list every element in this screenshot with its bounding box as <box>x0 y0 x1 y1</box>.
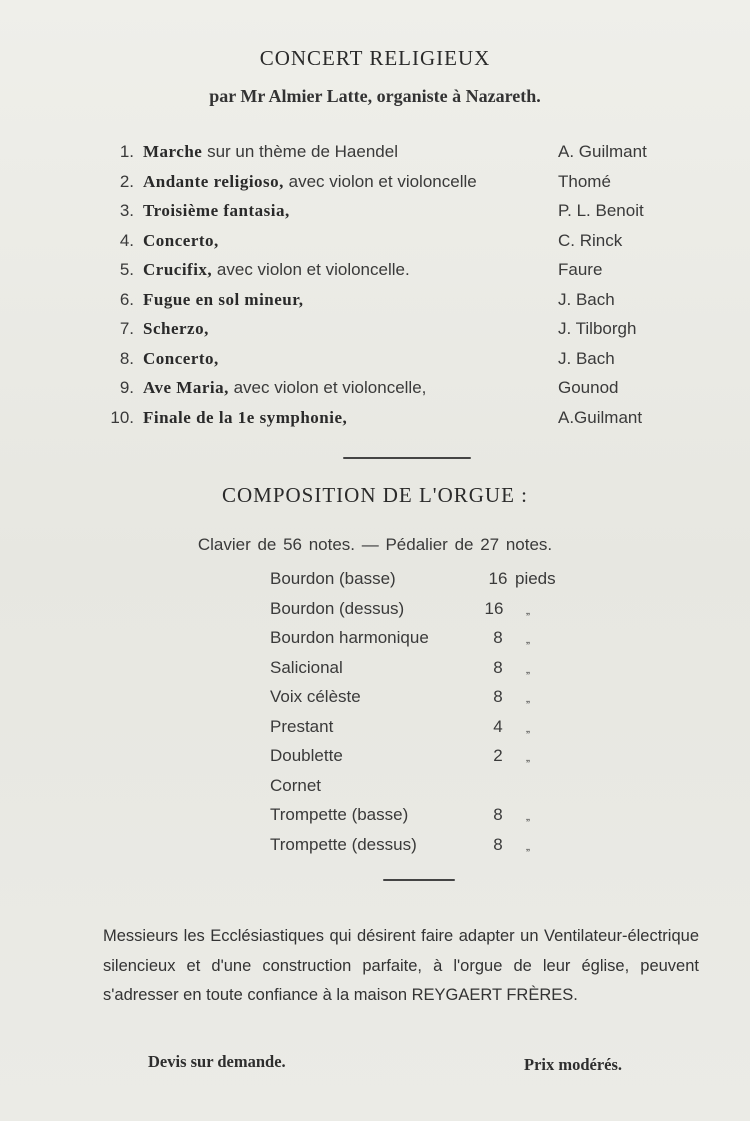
program-item-composer: J. Bach <box>558 348 615 368</box>
program-item-composer: P. L. Benoit <box>558 201 644 220</box>
program-item-detail: avec violon et violoncelle, <box>228 378 427 397</box>
program-item <box>0 290 750 318</box>
organ-keyboard-info: Clavier de 56 notes. — Pédalier de 27 notes. <box>197 535 553 554</box>
organ-stop-unit: pieds <box>515 569 556 588</box>
organ-stop-name: Trompette (dessus) <box>270 834 417 854</box>
program-item-title: Troisième fantasia, <box>143 201 290 220</box>
program-item-work <box>143 349 219 369</box>
program-item-detail: avec violon et violoncelle <box>283 171 477 191</box>
program-item-composer: J. Tilborgh <box>558 319 637 338</box>
organ-stop-unit: „ <box>526 720 530 735</box>
program-item-title: Scherzo, <box>143 319 209 338</box>
organ-stop-unit: „ <box>526 691 530 705</box>
organ-stop <box>0 717 750 745</box>
program-item <box>0 142 750 170</box>
organ-stop <box>0 776 750 804</box>
divider-rule <box>343 457 471 459</box>
program-item-number: 3. <box>119 201 134 220</box>
organ-stop <box>0 746 750 774</box>
program-item-title: Concerto, <box>143 348 219 368</box>
program-item <box>0 408 750 436</box>
organ-stop-unit: „ <box>526 809 530 823</box>
program-item-number: 8. <box>119 348 134 368</box>
organ-stop <box>0 835 750 863</box>
organ-stop <box>0 599 750 627</box>
organ-stop-name: Salicional <box>270 657 343 677</box>
program-item-work <box>143 378 426 398</box>
program-item-title: Crucifix, <box>143 260 213 279</box>
organ-section-title: COMPOSITION DE L'ORGUE : <box>221 483 529 507</box>
program-item-work <box>143 142 398 162</box>
organ-stop-name: Cornet <box>270 775 322 795</box>
program-item-composer: J. Bach <box>558 289 615 309</box>
organ-stop-name: Prestant <box>270 716 334 736</box>
organ-stop <box>0 628 750 656</box>
organ-stop-name: Voix célèste <box>270 687 361 706</box>
organ-stop-size: 16 <box>484 598 504 618</box>
program-item-number: 5. <box>119 260 134 279</box>
organ-stop-unit: „ <box>526 632 530 646</box>
organ-stop-size: 16 <box>488 569 508 588</box>
footer-price-note: Prix modérés. <box>524 1055 623 1074</box>
organ-stop-name: Bourdon (dessus) <box>270 598 405 618</box>
organ-stop-unit: „ <box>526 838 530 853</box>
organ-stop <box>0 805 750 833</box>
program-item <box>0 172 750 200</box>
program-item-title: Fugue en sol mineur, <box>143 289 304 309</box>
program-item-work <box>143 290 304 310</box>
organ-stop <box>0 569 750 597</box>
program-item-work <box>143 408 347 428</box>
program-item-work <box>143 260 410 280</box>
program-item <box>0 260 750 288</box>
organ-stop-size: 8 <box>493 805 503 824</box>
organ-stop-size: 8 <box>493 834 503 854</box>
organ-stop-unit: „ <box>526 661 530 676</box>
organ-stop-name: Bourdon (basse) <box>270 569 396 588</box>
program-item-number: 9. <box>119 378 134 397</box>
notice-paragraph: Messieurs les Ecclésiastiques qui désirent faire adapter un Ventilateur-électrique silencieux et d'une construction parfaite, à l'orgue de leur église, peuvent s'adresser en toute confiance à la maison REYGAERT FRÈRES. <box>103 927 699 1004</box>
organ-stop-size: 8 <box>493 657 503 677</box>
organ-stop <box>0 687 750 715</box>
organ-stop <box>0 658 750 686</box>
organ-stop-size: 8 <box>493 687 503 706</box>
program-item <box>0 201 750 229</box>
program-item-title: Concerto, <box>143 230 219 250</box>
organ-stop-name: Doublette <box>270 746 343 765</box>
program-item-number: 7. <box>119 319 134 338</box>
program-item-number: 1. <box>119 142 134 161</box>
program-item-title: Marche <box>143 142 203 161</box>
program-item-detail: sur un thème de Haendel <box>202 142 398 161</box>
footer-quote-note: Devis sur demande. <box>148 1052 286 1071</box>
divider-rule <box>383 879 455 881</box>
program-item-work <box>143 172 477 192</box>
organ-stop-name: Bourdon harmonique <box>270 628 429 647</box>
program-item-work <box>143 201 290 221</box>
program-item-detail: avec violon et violoncelle. <box>212 260 410 279</box>
organ-stop-size: 4 <box>493 716 503 736</box>
program-item-composer: C. Rinck <box>558 230 623 250</box>
program-item-title: Ave Maria, <box>143 378 229 397</box>
page-title: CONCERT RELIGIEUX <box>259 46 491 70</box>
program-item <box>0 378 750 406</box>
program-item-composer: Faure <box>558 260 603 279</box>
program-item <box>0 349 750 377</box>
program-item-number: 6. <box>119 289 134 309</box>
program-item-composer: A. Guilmant <box>558 142 647 161</box>
organ-stop-size: 8 <box>493 628 503 647</box>
program-item <box>0 319 750 347</box>
program-item-title: Finale de la 1e symphonie, <box>143 407 348 427</box>
program-item-number: 2. <box>119 171 134 191</box>
program-item <box>0 231 750 259</box>
program-item-title: Andante religioso, <box>143 171 284 191</box>
program-item-composer: Thomé <box>558 171 611 191</box>
organ-stop-name: Trompette (basse) <box>270 805 409 824</box>
program-item-work <box>143 319 209 339</box>
page-subtitle: par Mr Almier Latte, organiste à Nazareth. <box>209 86 541 106</box>
organ-stop-unit: „ <box>526 750 530 764</box>
organ-stop-size: 2 <box>493 746 503 765</box>
program-item-composer: Gounod <box>558 378 619 397</box>
program-item-composer: A.Guilmant <box>558 407 643 427</box>
program-item-number: 10. <box>110 407 134 427</box>
organ-stop-unit: „ <box>526 602 530 617</box>
program-item-work <box>143 231 219 251</box>
program-item-number: 4. <box>119 230 134 250</box>
